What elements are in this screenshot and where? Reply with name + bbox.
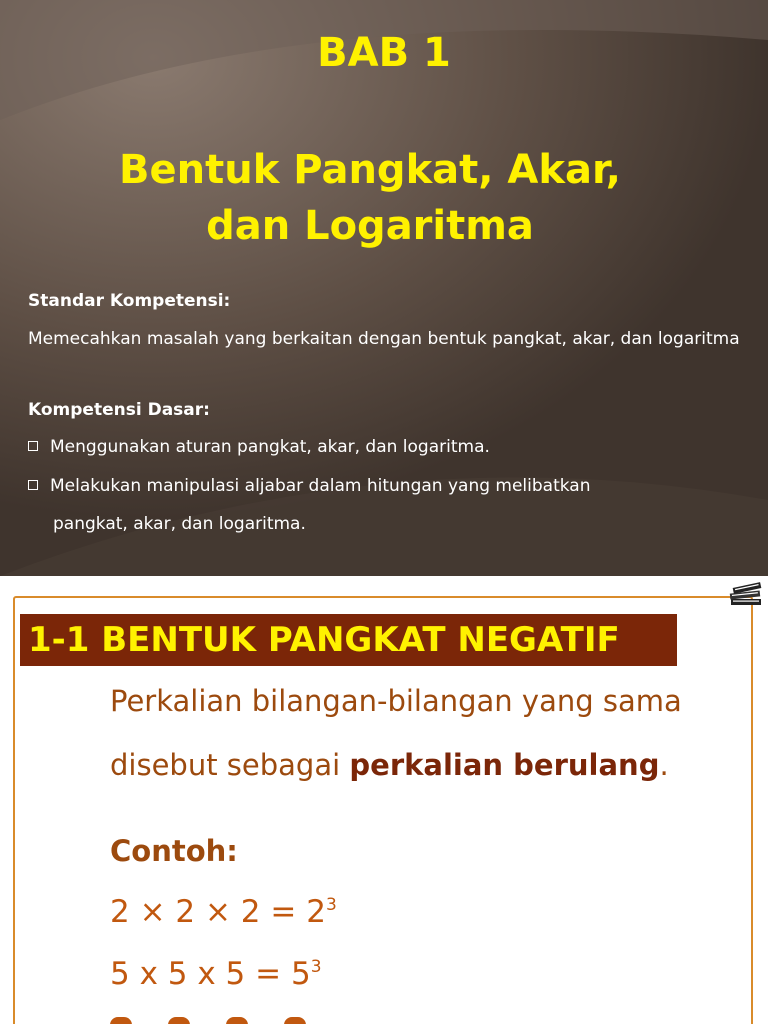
contoh-label: Contoh: — [110, 834, 238, 868]
slide-content — [0, 576, 768, 1024]
books-icon — [728, 582, 764, 608]
kompetensi-dasar-label: Kompetensi Dasar: — [28, 400, 210, 420]
standar-kompetensi-label: Standar Kompetensi: — [28, 291, 231, 311]
exponent: 3 — [325, 895, 337, 915]
list-item-continuation — [28, 505, 768, 543]
slide-title-chapter: BAB 1 — [317, 30, 451, 76]
body-text-line — [110, 748, 669, 782]
cut-off-equation — [110, 1012, 370, 1024]
emphasis-text: perkalian berulang — [349, 748, 660, 782]
standar-kompetensi-text: Memecahkan masalah yang berkaitan dengan bentuk pangkat, akar, dan logaritma — [28, 329, 740, 349]
list-item-text: Menggunakan aturan pangkat, akar, dan logaritma. — [50, 437, 490, 457]
equation-text: 2 × 2 × 2 = 2 — [110, 894, 326, 930]
list-item-text: pangkat, akar, dan logaritma. — [53, 514, 306, 534]
list-item — [28, 467, 743, 505]
body-text: disebut sebagai — [110, 748, 350, 782]
title-line: dan Logaritma — [206, 203, 534, 249]
exponent: 3 — [310, 957, 322, 977]
list-item-text: Melakukan manipulasi aljabar dalam hitungan yang melibatkan — [50, 476, 591, 496]
title-line: Bentuk Pangkat, Akar, — [119, 147, 621, 193]
example-equation — [110, 956, 322, 992]
section-heading: 1-1 BENTUK PANGKAT NEGATIF — [28, 620, 620, 660]
list-item — [28, 428, 743, 466]
example-equation — [110, 894, 337, 930]
checkbox-bullet-icon — [28, 480, 38, 490]
equation-text: 5 x 5 x 5 = 5 — [110, 956, 311, 992]
checkbox-bullet-icon — [28, 441, 38, 451]
body-text-line: Perkalian bilangan-bilangan yang sama — [110, 684, 682, 718]
body-text: . — [659, 748, 669, 782]
slide-title-topic — [90, 142, 650, 254]
